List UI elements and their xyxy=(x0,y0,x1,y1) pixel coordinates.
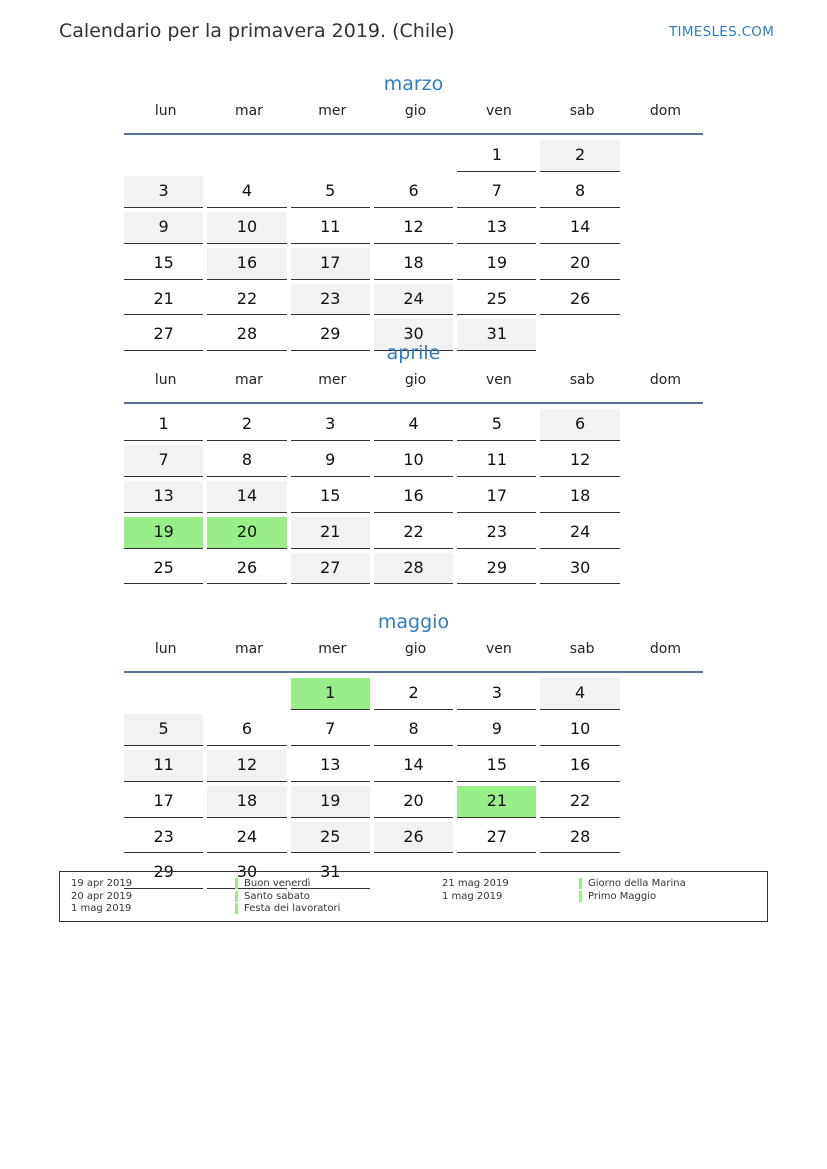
day-cell[interactable] xyxy=(207,248,290,284)
day-cell[interactable] xyxy=(374,714,457,750)
weekday-label: mer xyxy=(318,372,347,388)
day-number: 16 xyxy=(540,750,619,782)
day-number: 24 xyxy=(540,517,619,549)
day-cell[interactable] xyxy=(374,822,457,858)
day-number: 12 xyxy=(374,212,453,244)
day-cell[interactable] xyxy=(207,714,290,750)
day-cell[interactable] xyxy=(457,678,540,714)
day-number: 13 xyxy=(124,481,203,513)
day-number: 1 xyxy=(457,140,536,172)
day-number: 28 xyxy=(540,822,619,854)
empty-cell xyxy=(291,140,374,176)
day-cell[interactable] xyxy=(374,786,457,822)
day-number: 10 xyxy=(374,445,453,477)
day-cell[interactable] xyxy=(124,786,207,822)
day-cell[interactable] xyxy=(457,140,540,176)
weekday-label: lun xyxy=(154,641,177,657)
day-number: 27 xyxy=(124,319,203,351)
day-cell[interactable] xyxy=(457,409,540,445)
day-grid xyxy=(124,135,703,355)
day-number: 17 xyxy=(124,786,203,818)
day-grid xyxy=(124,673,703,893)
day-cell[interactable] xyxy=(540,176,623,212)
day-number: 12 xyxy=(207,750,286,782)
weekday-label: gio xyxy=(404,641,427,657)
day-number: 16 xyxy=(374,481,453,513)
day-cell[interactable] xyxy=(291,750,374,786)
day-cell[interactable] xyxy=(291,714,374,750)
day-number: 9 xyxy=(457,714,536,746)
day-cell[interactable] xyxy=(457,553,540,589)
day-number: 7 xyxy=(457,176,536,208)
month-maggio xyxy=(124,607,703,893)
day-number: 5 xyxy=(291,176,370,208)
day-number: 27 xyxy=(291,553,370,585)
day-number: 14 xyxy=(374,750,453,782)
day-number: 13 xyxy=(291,750,370,782)
day-number: 11 xyxy=(124,750,203,782)
weekday-header xyxy=(124,637,703,673)
day-number: 14 xyxy=(540,212,619,244)
day-number: 28 xyxy=(374,553,453,585)
day-number: 7 xyxy=(291,714,370,746)
day-number: 17 xyxy=(291,248,370,280)
weekday-label: mar xyxy=(234,103,263,119)
day-number: 31 xyxy=(291,857,370,889)
day-cell[interactable] xyxy=(291,176,374,212)
day-number: 19 xyxy=(124,517,203,549)
day-cell[interactable] xyxy=(374,284,457,320)
day-cell[interactable] xyxy=(207,786,290,822)
day-number: 29 xyxy=(124,857,203,889)
day-cell[interactable] xyxy=(374,176,457,212)
day-number: 8 xyxy=(540,176,619,208)
day-cell[interactable] xyxy=(124,481,207,517)
day-number: 28 xyxy=(207,319,286,351)
legend-right-dates xyxy=(442,878,509,903)
weekday-label: mar xyxy=(234,641,263,657)
day-number: 15 xyxy=(457,750,536,782)
day-number: 24 xyxy=(207,822,286,854)
day-cell[interactable] xyxy=(457,445,540,481)
day-number: 5 xyxy=(124,714,203,746)
day-cell[interactable] xyxy=(124,553,207,589)
day-cell[interactable] xyxy=(207,750,290,786)
day-cell[interactable] xyxy=(291,517,374,553)
day-number: 23 xyxy=(291,284,370,316)
day-number: 7 xyxy=(124,445,203,477)
day-cell[interactable] xyxy=(540,248,623,284)
day-number: 25 xyxy=(124,553,203,585)
day-number: 11 xyxy=(291,212,370,244)
day-cell[interactable] xyxy=(207,176,290,212)
day-number: 29 xyxy=(291,319,370,351)
day-number: 9 xyxy=(291,445,370,477)
day-number: 22 xyxy=(540,786,619,818)
weekday-label: dom xyxy=(649,103,681,119)
day-number: 22 xyxy=(374,517,453,549)
day-number: 23 xyxy=(457,517,536,549)
weekday-label: mar xyxy=(234,372,263,388)
day-cell[interactable] xyxy=(291,212,374,248)
day-cell[interactable] xyxy=(124,445,207,481)
day-cell[interactable] xyxy=(457,481,540,517)
day-cell[interactable] xyxy=(207,445,290,481)
day-cell[interactable] xyxy=(374,750,457,786)
day-cell[interactable] xyxy=(291,786,374,822)
empty-cell xyxy=(124,678,207,714)
day-number: 26 xyxy=(540,284,619,316)
day-cell[interactable] xyxy=(540,786,623,822)
day-number: 14 xyxy=(207,481,286,513)
day-number: 26 xyxy=(207,553,286,585)
day-cell[interactable] xyxy=(291,284,374,320)
day-number: 20 xyxy=(374,786,453,818)
day-cell[interactable] xyxy=(291,445,374,481)
day-number: 6 xyxy=(374,176,453,208)
day-number: 20 xyxy=(207,517,286,549)
legend-left-dates xyxy=(71,878,132,916)
day-cell[interactable] xyxy=(291,248,374,284)
day-cell[interactable] xyxy=(457,822,540,858)
legend-date: 19 apr 2019 xyxy=(71,878,133,889)
day-number: 3 xyxy=(124,176,203,208)
day-number: 17 xyxy=(457,481,536,513)
day-number: 19 xyxy=(291,786,370,818)
day-cell[interactable] xyxy=(374,445,457,481)
day-number: 4 xyxy=(540,678,619,710)
day-cell[interactable] xyxy=(207,822,290,858)
day-cell[interactable] xyxy=(374,409,457,445)
day-cell[interactable] xyxy=(207,553,290,589)
day-cell[interactable] xyxy=(457,212,540,248)
weekday-label: mer xyxy=(318,103,347,119)
day-cell[interactable] xyxy=(374,212,457,248)
legend-holiday-name: Festa dei lavoratori xyxy=(235,903,340,914)
day-cell[interactable] xyxy=(540,212,623,248)
day-number: 18 xyxy=(207,786,286,818)
day-number: 4 xyxy=(207,176,286,208)
page-title: Calendario per la primavera 2019. (Chile) xyxy=(59,20,455,42)
day-cell[interactable] xyxy=(291,481,374,517)
legend-date: 1 mag 2019 xyxy=(442,890,503,902)
empty-cell xyxy=(207,678,290,714)
month-aprile xyxy=(124,338,703,588)
day-cell[interactable] xyxy=(207,481,290,517)
day-cell[interactable] xyxy=(124,409,207,445)
weekday-label: sab xyxy=(569,372,595,388)
day-number: 21 xyxy=(291,517,370,549)
day-cell[interactable] xyxy=(207,284,290,320)
day-number: 26 xyxy=(374,822,453,854)
day-cell[interactable] xyxy=(124,248,207,284)
weekday-label: ven xyxy=(485,372,512,388)
day-number: 8 xyxy=(374,714,453,746)
day-number: 19 xyxy=(457,248,536,280)
day-cell[interactable] xyxy=(207,409,290,445)
day-number: 29 xyxy=(457,553,536,585)
day-number: 4 xyxy=(374,409,453,441)
day-number: 5 xyxy=(457,409,536,441)
day-number: 21 xyxy=(124,284,203,316)
day-cell[interactable] xyxy=(540,445,623,481)
weekday-label: dom xyxy=(649,372,681,388)
day-number: 21 xyxy=(457,786,536,818)
weekday-header xyxy=(124,99,703,135)
day-cell[interactable] xyxy=(374,517,457,553)
weekday-label: sab xyxy=(569,103,595,119)
day-number: 27 xyxy=(457,822,536,854)
day-cell[interactable] xyxy=(124,714,207,750)
day-number: 2 xyxy=(540,140,619,172)
day-cell[interactable] xyxy=(374,553,457,589)
month-title: marzo xyxy=(383,73,444,95)
day-number: 18 xyxy=(374,248,453,280)
day-cell[interactable] xyxy=(540,553,623,589)
legend-holiday-name: Santo sabato xyxy=(235,891,310,902)
day-number: 11 xyxy=(457,445,536,477)
weekday-label: ven xyxy=(485,103,512,119)
day-number: 8 xyxy=(207,445,286,477)
day-cell[interactable] xyxy=(457,517,540,553)
day-number: 18 xyxy=(540,481,619,513)
day-number: 13 xyxy=(457,212,536,244)
brand-link[interactable]: TIMESLES.COM xyxy=(669,24,775,40)
empty-cell xyxy=(124,140,207,176)
day-number: 9 xyxy=(124,212,203,244)
day-number: 25 xyxy=(457,284,536,316)
weekday-label: lun xyxy=(154,103,177,119)
day-cell[interactable] xyxy=(457,176,540,212)
day-number: 15 xyxy=(291,481,370,513)
day-number: 30 xyxy=(540,553,619,585)
day-cell[interactable] xyxy=(374,248,457,284)
day-cell[interactable] xyxy=(540,714,623,750)
day-number: 12 xyxy=(540,445,619,477)
legend-right-names xyxy=(579,878,686,903)
day-number: 10 xyxy=(207,212,286,244)
day-number: 22 xyxy=(207,284,286,316)
day-cell[interactable] xyxy=(540,481,623,517)
day-cell[interactable] xyxy=(374,678,457,714)
day-cell[interactable] xyxy=(457,248,540,284)
day-number: 1 xyxy=(291,678,370,710)
day-number: 30 xyxy=(207,857,286,889)
day-number: 20 xyxy=(540,248,619,280)
legend-date: 20 apr 2019 xyxy=(71,890,133,902)
day-cell[interactable] xyxy=(207,517,290,553)
day-number: 23 xyxy=(124,822,203,854)
day-cell[interactable] xyxy=(124,822,207,858)
day-cell[interactable] xyxy=(291,409,374,445)
empty-cell xyxy=(374,140,457,176)
day-cell[interactable] xyxy=(540,822,623,858)
weekday-label: mer xyxy=(318,641,347,657)
day-number: 1 xyxy=(124,409,203,441)
day-number: 15 xyxy=(124,248,203,280)
weekday-label: dom xyxy=(649,641,681,657)
legend-holiday-name: Giorno della Marina xyxy=(579,878,686,889)
day-number: 2 xyxy=(207,409,286,441)
month-marzo xyxy=(124,69,703,355)
day-number: 3 xyxy=(457,678,536,710)
day-cell[interactable] xyxy=(374,481,457,517)
legend-holiday-name: Buon venerdì xyxy=(235,878,310,889)
day-cell[interactable] xyxy=(540,409,623,445)
day-number: 31 xyxy=(457,319,536,351)
weekday-label: gio xyxy=(404,372,427,388)
day-number: 10 xyxy=(540,714,619,746)
day-cell[interactable] xyxy=(540,750,623,786)
day-cell[interactable] xyxy=(457,786,540,822)
holiday-legend xyxy=(59,871,768,922)
day-cell[interactable] xyxy=(457,750,540,786)
day-cell[interactable] xyxy=(291,822,374,858)
day-number: 25 xyxy=(291,822,370,854)
legend-date: 21 mag 2019 xyxy=(442,878,509,889)
day-cell[interactable] xyxy=(124,517,207,553)
day-number: 2 xyxy=(374,678,453,710)
day-cell[interactable] xyxy=(124,212,207,248)
day-cell[interactable] xyxy=(540,678,623,714)
weekday-header xyxy=(124,368,703,404)
legend-holiday-name: Primo Maggio xyxy=(579,891,656,902)
month-title: maggio xyxy=(377,611,450,633)
day-cell[interactable] xyxy=(540,517,623,553)
weekday-label: ven xyxy=(485,641,512,657)
day-cell[interactable] xyxy=(124,176,207,212)
legend-left-names xyxy=(235,878,340,916)
day-cell[interactable] xyxy=(540,140,623,176)
day-cell[interactable] xyxy=(291,678,374,714)
day-number: 6 xyxy=(207,714,286,746)
weekday-label: gio xyxy=(404,103,427,119)
empty-cell xyxy=(207,140,290,176)
day-cell[interactable] xyxy=(540,284,623,320)
day-number: 24 xyxy=(374,284,453,316)
weekday-label: sab xyxy=(569,641,595,657)
day-number: 6 xyxy=(540,409,619,441)
day-number: 16 xyxy=(207,248,286,280)
legend-date: 1 mag 2019 xyxy=(71,903,132,914)
day-cell[interactable] xyxy=(124,750,207,786)
day-number: 3 xyxy=(291,409,370,441)
day-cell[interactable] xyxy=(207,212,290,248)
day-cell[interactable] xyxy=(291,553,374,589)
weekday-label: lun xyxy=(154,372,177,388)
day-cell[interactable] xyxy=(457,714,540,750)
month-title: aprile xyxy=(386,342,441,364)
day-number: 30 xyxy=(374,319,453,351)
day-cell[interactable] xyxy=(457,284,540,320)
day-cell[interactable] xyxy=(124,284,207,320)
day-grid xyxy=(124,404,703,588)
